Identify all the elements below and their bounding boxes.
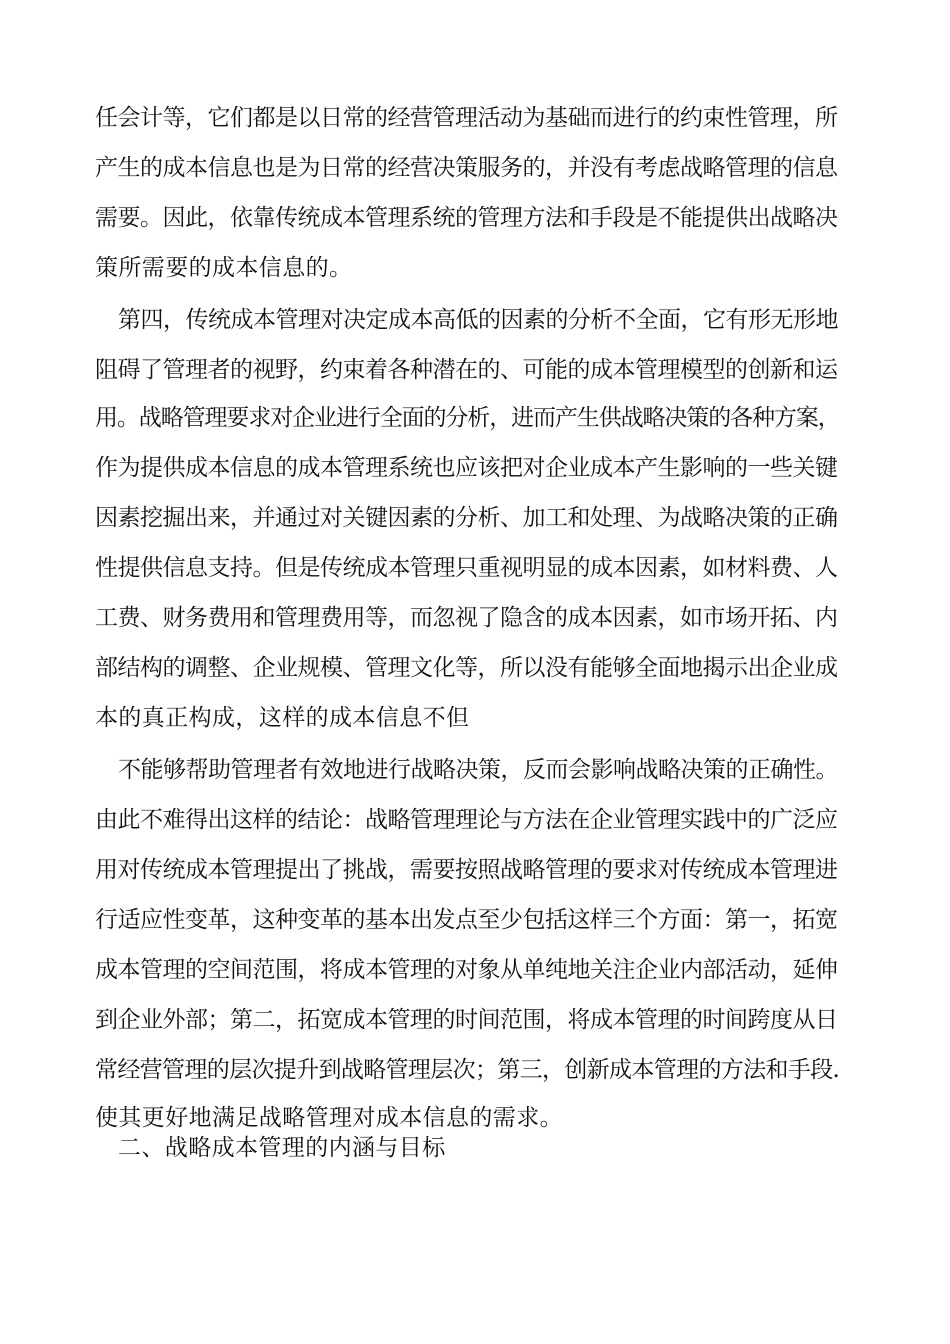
- paragraph-line: 产生的成本信息也是为日常的经营决策服务的，并没有考虑战略管理的信息: [95, 155, 838, 181]
- paragraph-line: 成本管理的空间范围，将成本管理的对象从单纯地关注企业内部活动，延伸: [95, 957, 838, 983]
- paragraph-line: 第四，传统成本管理对决定成本高低的因素的分析不全面，它有形无形地: [118, 307, 838, 333]
- paragraph-line: 行适应性变革，这种变革的基本出发点至少包括这样三个方面：第一，拓宽: [95, 907, 838, 933]
- paragraph-line: 任会计等，它们都是以日常的经营管理活动为基础而进行的约束性管理，所: [95, 105, 838, 131]
- paragraph-line: 到企业外部；第二，拓宽成本管理的时间范围，将成本管理的时间跨度从日: [95, 1007, 838, 1033]
- paragraph-line: 由此不难得出这样的结论：战略管理理论与方法在企业管理实践中的广泛应: [95, 807, 838, 833]
- paragraph-line: 策所需要的成本信息的。: [95, 255, 353, 281]
- paragraph-line: 性提供信息支持。但是传统成本管理只重视明显的成本因素，如材料费、人: [95, 555, 838, 581]
- paragraph-line: 因素挖掘出来，并通过对关键因素的分析、加工和处理、为战略决策的正确: [95, 505, 838, 531]
- paragraph-line: 作为提供成本信息的成本管理系统也应该把对企业成本产生影响的一些关键: [95, 455, 838, 481]
- paragraph-line: 本的真正构成，这样的成本信息不但: [95, 705, 470, 731]
- paragraph-line: 工费、财务费用和管理费用等，而忽视了隐含的成本因素，如市场开拓、内: [95, 605, 838, 631]
- paragraph-line: 用对传统成本管理提出了挑战，需要按照战略管理的要求对传统成本管理进: [95, 857, 838, 883]
- paragraph-line: 阻碍了管理者的视野，约束着各种潜在的、可能的成本管理模型的创新和运: [95, 357, 838, 383]
- section-heading: 二、战略成本管理的内涵与目标: [118, 1135, 446, 1161]
- paragraph-line: 使其更好地满足战略管理对成本信息的需求。: [95, 1105, 563, 1131]
- paragraph-line: 需要。因此，依靠传统成本管理系统的管理方法和手段是不能提供出战略决: [95, 205, 838, 231]
- paragraph-line: 常经营管理的层次提升到战略管理层次；第三，创新成本管理的方法和手段.: [95, 1057, 840, 1083]
- paragraph-line: 部结构的调整、企业规模、管理文化等，所以没有能够全面地揭示出企业成: [95, 655, 838, 681]
- paragraph-line: 用。战略管理要求对企业进行全面的分析，进而产生供战略决策的各种方案，: [95, 405, 840, 431]
- paragraph-line: 不能够帮助管理者有效地进行战略决策，反而会影响战略决策的正确性。: [118, 757, 838, 783]
